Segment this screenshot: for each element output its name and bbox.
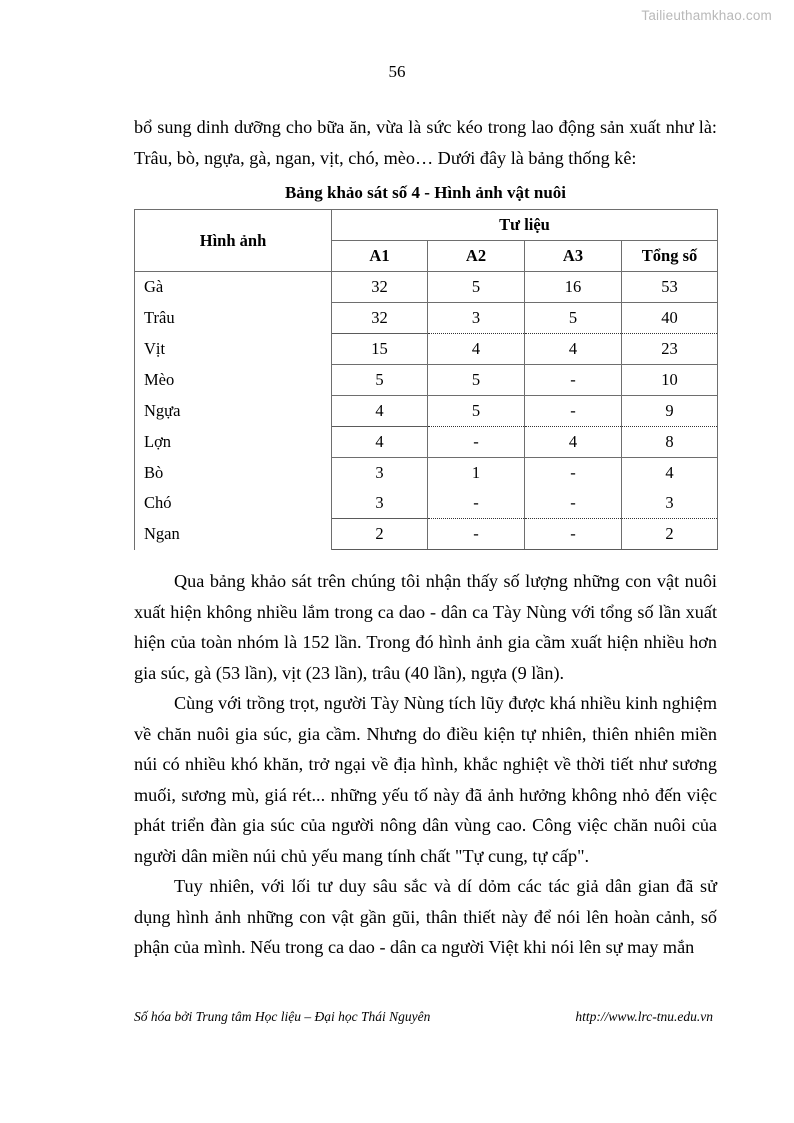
table-row xyxy=(135,519,718,550)
table-row xyxy=(135,303,718,334)
cell-a1: 5 xyxy=(332,365,428,396)
cell-a3: - xyxy=(525,519,622,550)
page-content xyxy=(134,112,717,963)
table-row xyxy=(135,396,718,427)
cell-a3: - xyxy=(525,458,622,489)
cell-total: 2 xyxy=(622,519,718,550)
table-head xyxy=(135,210,718,272)
page-number: 56 xyxy=(388,62,406,81)
cell-total: 9 xyxy=(622,396,718,427)
cell-animal-name: Trâu xyxy=(135,303,332,334)
cell-a3: - xyxy=(525,396,622,427)
cell-a3: - xyxy=(525,488,622,519)
cell-a1: 2 xyxy=(332,519,428,550)
cell-animal-name: Mèo xyxy=(135,365,332,396)
page-footer xyxy=(134,1009,717,1025)
paragraph-folklore: Tuy nhiên, với lối tư duy sâu sắc và dí dỏm các tác giả dân gian đã sử dụng hình ảnh những con vật gần gũi, thân thiết này để nói lên hoàn cảnh, số phận của mình. Nếu trong ca dao - dân ca người Việt khi nói lên sự may mắn xyxy=(134,876,717,957)
table-header-row-1 xyxy=(135,210,718,241)
cell-a1: 3 xyxy=(332,458,428,489)
cell-animal-name: Vịt xyxy=(135,334,332,365)
table-title: Bảng khảo sát số 4 - Hình ảnh vật nuôi xyxy=(284,183,567,202)
cell-a2: 4 xyxy=(428,334,525,365)
paragraph-husbandry: Cùng với trồng trọt, người Tày Nùng tích lũy được khá nhiều kinh nghiệm về chăn nuôi gia súc, gia cầm. Nhưng do điều kiện tự nhiên, thiên nhiên miền núi có nhiều khó khăn, trở ngại về địa hình, khắc nghiệt về thời tiết như sương muối, sương mù, giá rét... những yếu tố này đã ảnh hưởng không nhỏ đến việc phát triển đàn gia súc của người nông dân vùng cao. Công việc chăn nuôi của người dân miền núi chủ yếu mang tính chất "Tự cung, tự cấp". xyxy=(134,693,717,866)
footer-institution: Số hóa bởi Trung tâm Học liệu – Đại học Thái Nguyên xyxy=(134,1009,431,1024)
table-row xyxy=(135,334,718,365)
cell-a2: - xyxy=(428,519,525,550)
cell-a1: 15 xyxy=(332,334,428,365)
cell-total: 23 xyxy=(622,334,718,365)
cell-a1: 4 xyxy=(332,396,428,427)
cell-a2: 1 xyxy=(428,458,525,489)
cell-total: 53 xyxy=(622,272,718,303)
cell-animal-name: Gà xyxy=(135,272,332,303)
survey-table xyxy=(134,209,718,550)
column-header-name: Hình ảnh xyxy=(135,210,332,272)
table-row xyxy=(135,458,718,489)
table-row xyxy=(135,488,718,519)
column-header-total: Tổng số xyxy=(622,241,718,272)
table-row xyxy=(135,272,718,303)
table-row xyxy=(135,365,718,396)
cell-a3: 4 xyxy=(525,334,622,365)
cell-animal-name: Bò xyxy=(135,458,332,489)
cell-a2: - xyxy=(428,488,525,519)
column-header-a1: A1 xyxy=(332,241,428,272)
column-header-group: Tư liệu xyxy=(332,210,718,241)
cell-a3: 5 xyxy=(525,303,622,334)
cell-animal-name: Ngựa xyxy=(135,396,332,427)
cell-a3: - xyxy=(525,365,622,396)
cell-total: 10 xyxy=(622,365,718,396)
watermark-text: Tailieuthamkhao.com xyxy=(641,8,772,23)
cell-total: 40 xyxy=(622,303,718,334)
cell-total: 4 xyxy=(622,458,718,489)
cell-a1: 4 xyxy=(332,427,428,458)
paragraph-intro: bổ sung dinh dưỡng cho bữa ăn, vừa là sức kéo trong lao động sản xuất như là: Trâu, bò, ngựa, gà, ngan, vịt, chó, mèo… Dưới đây là bảng thống kê: xyxy=(134,117,717,168)
cell-a2: 3 xyxy=(428,303,525,334)
table-body xyxy=(135,272,718,550)
cell-animal-name: Lợn xyxy=(135,427,332,458)
cell-a2: 5 xyxy=(428,272,525,303)
cell-a3: 16 xyxy=(525,272,622,303)
cell-a1: 3 xyxy=(332,488,428,519)
column-header-a3: A3 xyxy=(525,241,622,272)
table-row xyxy=(135,427,718,458)
cell-animal-name: Chó xyxy=(135,488,332,519)
cell-total: 8 xyxy=(622,427,718,458)
column-header-a2: A2 xyxy=(428,241,525,272)
cell-a1: 32 xyxy=(332,303,428,334)
cell-a2: 5 xyxy=(428,365,525,396)
footer-url: http://www.lrc-tnu.edu.vn xyxy=(575,1009,713,1024)
cell-animal-name: Ngan xyxy=(135,519,332,550)
cell-a2: - xyxy=(428,427,525,458)
cell-a2: 5 xyxy=(428,396,525,427)
paragraph-analysis: Qua bảng khảo sát trên chúng tôi nhận thấy số lượng những con vật nuôi xuất hiện không nhiều lắm trong ca dao - dân ca Tày Nùng với tổng số lần xuất hiện của toàn nhóm là 152 lần. Trong đó hình ảnh gia cầm xuất hiện nhiều hơn gia súc, gà (53 lần), vịt (23 lần), trâu (40 lần), ngựa (9 lần). xyxy=(134,571,717,683)
cell-a1: 32 xyxy=(332,272,428,303)
cell-total: 3 xyxy=(622,488,718,519)
cell-a3: 4 xyxy=(525,427,622,458)
